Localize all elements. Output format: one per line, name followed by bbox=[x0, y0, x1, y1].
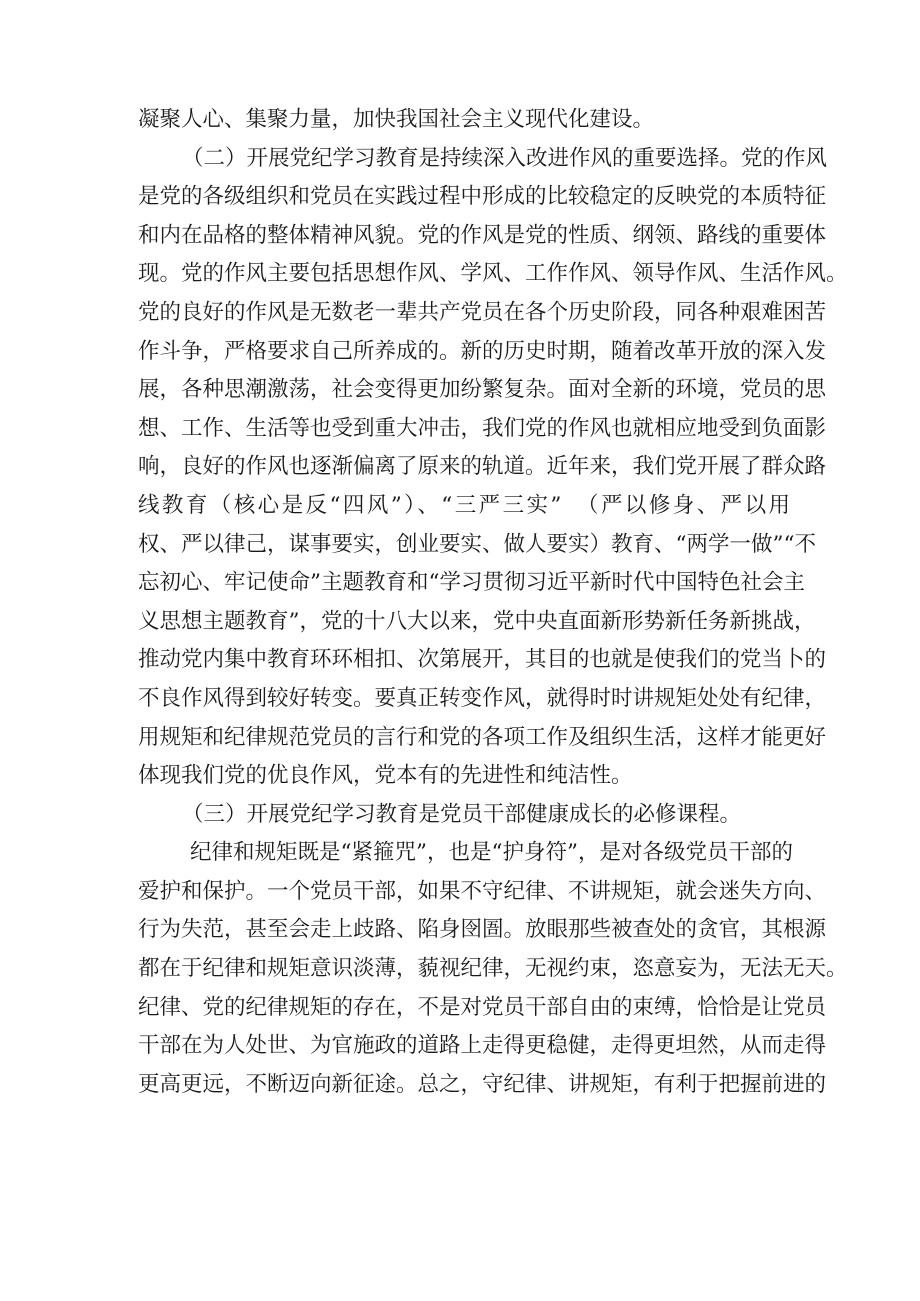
text-line: 用规矩和纪律规范党员的言行和党的各项工作及组织生活，这样才能更好 bbox=[138, 724, 827, 750]
text-line: 凝聚人心、集聚力量，加快我国社会主义现代化建设。 bbox=[138, 107, 655, 132]
text-line: 现。党的作风主要包括思想作风、学风、工作作风、领导作风、生活作风。 bbox=[138, 261, 848, 287]
text-line: 纪律、党的纪律规矩的存在，不是对党员干部自由的束缚，恰恰是让党员 bbox=[138, 994, 827, 1020]
text-line: 响，良好的作风也逐渐偏离了原来的轨道。近年来，我们党开展了群众路 bbox=[138, 454, 827, 480]
text-line: 行为失范，甚至会走上歧路、陷身囹圄。放眼那些被查处的贪官，其根源 bbox=[138, 917, 827, 943]
text-line: 想、工作、生活等也受到重大冲击，我们党的作风也就相应地受到负面影 bbox=[138, 415, 827, 441]
text-line: 和内在品格的整体精神风貌。党的作风是党的性质、纲领、路线的重要体 bbox=[138, 222, 827, 248]
text-line: 线教育（核心是反“四风”）、“三严三实” （严以修身、严以用 bbox=[138, 492, 790, 518]
text-line: 义思想主题教育”，党的十八大以来，党中央直面新形势新任务新挑战， bbox=[138, 608, 816, 634]
text-line: 爱护和保护。一个党员干部，如果不守纪律、不讲规矩，就会迷失方向、 bbox=[138, 878, 827, 904]
text-line: 干部在为人处世、为官施政的道路上走得更稳健，走得更坦然，从而走得 bbox=[138, 1033, 827, 1059]
section-heading-2: （二）开展党纪学习教育是持续深入改进作风的重要选择。党的作风 bbox=[182, 145, 828, 171]
text-line: 是党的各级组织和党员在实践过程中形成的比较稳定的反映党的本质特征 bbox=[138, 184, 827, 210]
text-line: 权、严以律己，谋事要实，创业要实、做人要实）教育、“两学一做”“不 bbox=[138, 531, 816, 557]
body-text bbox=[138, 101, 848, 1104]
text-line: 作斗争，严格要求自己所养成的。新的历史时期，随着改革开放的深入发 bbox=[138, 338, 827, 364]
text-line: 体现我们党的优良作风，党本有的先进性和纯洁性。 bbox=[138, 763, 633, 789]
text-line: 都在于纪律和规矩意识淡薄，藐视纪律，无视约束，恣意妄为，无法无天。 bbox=[138, 956, 848, 982]
text-line: 不良作风得到较好转变。要真正转变作风，就得时时讲规矩处处有纪律， bbox=[138, 685, 827, 711]
text-line: 忘初心、牢记使命”主题教育和“学习贯彻习近平新时代中国特色社会主 bbox=[138, 570, 805, 596]
text-line: 纪律和规矩既是“紧箍咒”，也是“护身符”，是对各级党员干部的 bbox=[190, 840, 793, 866]
text-line: 党的良好的作风是无数老一辈共产党员在各个历史阶段，同各种艰难困苦 bbox=[138, 299, 827, 325]
section-heading-3: （三）开展党纪学习教育是党员干部健康成长的必修课程。 bbox=[182, 801, 742, 827]
text-line: 展，各种思潮激荡，社会变得更加纷繁复杂。面对全新的环境，党员的思 bbox=[138, 377, 827, 403]
text-line: 推动党内集中教育环环相扣、次第展开，其目的也就是使我们的党当卜的 bbox=[138, 647, 827, 673]
text-line: 更高更远，不断迈向新征途。总之，守纪律、讲规矩，有利于把握前进的 bbox=[138, 1071, 827, 1097]
